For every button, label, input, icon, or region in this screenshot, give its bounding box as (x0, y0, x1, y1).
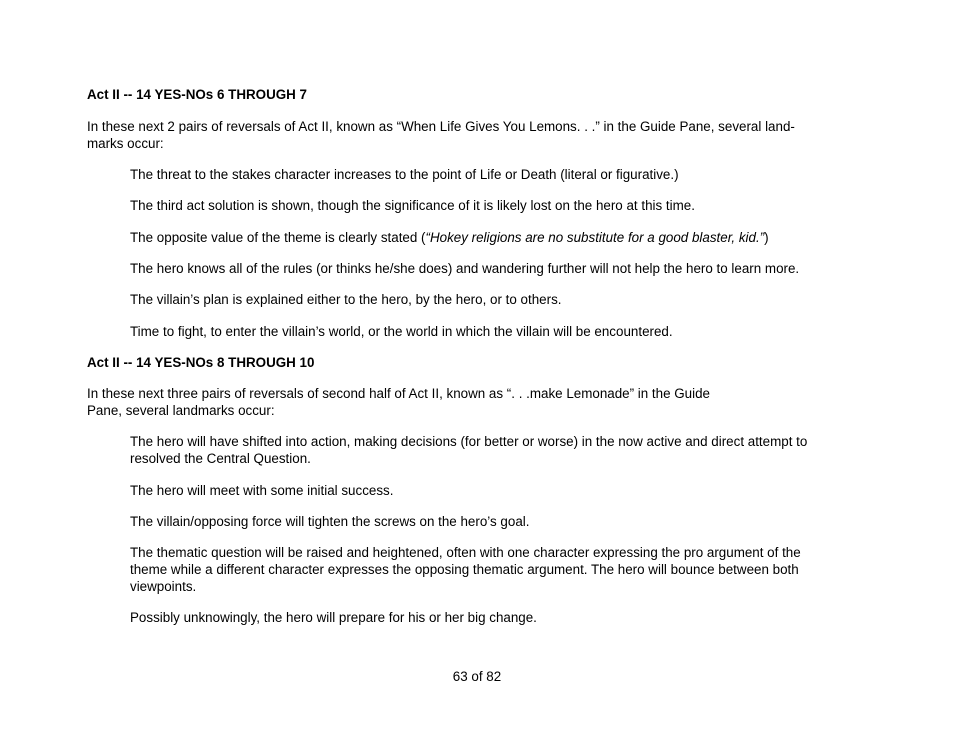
quote-close: ) (764, 230, 769, 245)
item-line: The villain/opposing force will tighten the screws on the hero’s goal. (130, 514, 530, 529)
intro-line: In these next three pairs of reversals of second half of Act II, known as “. . .make Lemonade” in the Guide (87, 386, 710, 401)
landmark-item (130, 482, 870, 499)
item-line: The thematic question will be raised and heightened, often with one character expressing the pro argument of the (130, 545, 801, 560)
item-line: theme while a different character expresses the opposing thematic argument. The hero will bounce between both (130, 562, 799, 577)
landmark-item: The threat to the stakes character increases to the point of Life or Death (literal or figurative.) (130, 167, 679, 182)
intro-line: Pane, several landmarks occur: (87, 403, 275, 418)
landmark-item: The villain’s plan is explained either to the hero, by the hero, or to others. (130, 292, 562, 307)
landmark-item (130, 544, 870, 595)
item-line: viewpoints. (130, 579, 197, 594)
section-heading-2: Act II -- 14 YES-NOs 8 THROUGH 10 (87, 355, 315, 370)
section-intro-1 (87, 118, 862, 152)
landmark-item: The hero knows all of the rules (or thinks he/she does) and wandering further will not help the hero to learn more. (130, 261, 800, 276)
landmark-text: The opposite value of the theme is clearly stated ( (130, 230, 426, 245)
item-line: resolved the Central Question. (130, 451, 311, 466)
page-number: 63 of 82 (452, 669, 502, 684)
landmark-item (130, 229, 870, 246)
quote-text: “Hokey religions are no substitute for a good blaster, kid.” (425, 230, 765, 245)
landmark-item (130, 609, 870, 626)
landmark-item (130, 433, 870, 467)
landmark-item (130, 513, 870, 530)
landmark-item: Time to fight, to enter the villain’s world, or the world in which the villain will be encountered. (130, 324, 673, 339)
item-line: The hero will meet with some initial success. (130, 483, 394, 498)
section-heading-1: Act II -- 14 YES-NOs 6 THROUGH 7 (87, 87, 308, 102)
item-line: Possibly unknowingly, the hero will prepare for his or her big change. (130, 610, 537, 625)
section-intro-2 (87, 385, 862, 419)
intro-line: In these next 2 pairs of reversals of Act II, known as “When Life Gives You Lemons. . .” in the Guide Pane, several land- (87, 119, 795, 134)
landmark-item: The third act solution is shown, though the significance of it is likely lost on the hero at this time. (130, 198, 695, 213)
item-line: The hero will have shifted into action, making decisions (for better or worse) in the now active and direct attempt to (130, 434, 808, 449)
intro-line: marks occur: (87, 136, 164, 151)
